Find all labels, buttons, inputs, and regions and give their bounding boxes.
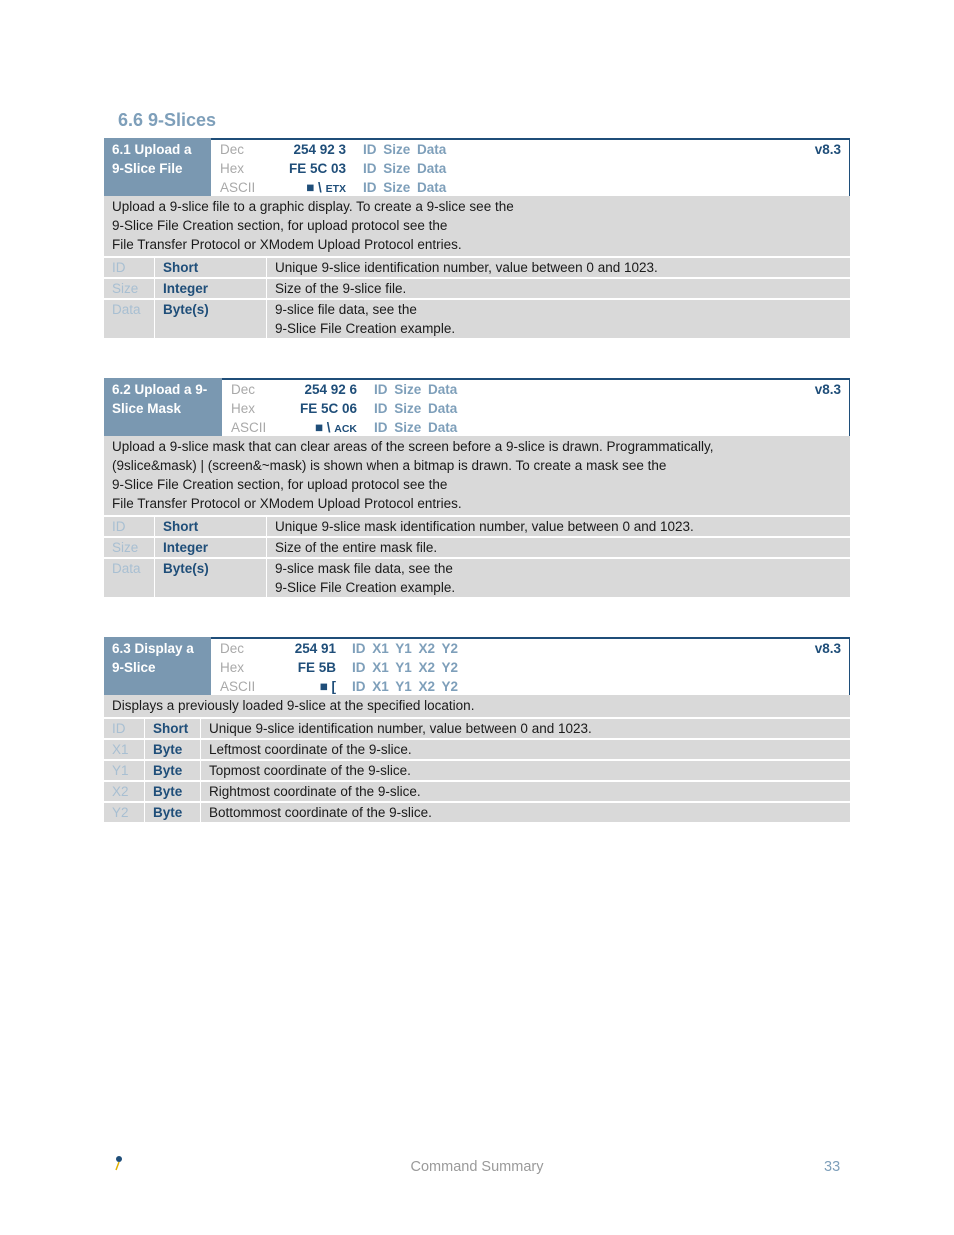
dec-label: Dec — [220, 641, 245, 656]
table-row: ID Short Unique 9-slice mask identification number, value between 0 and 1023. — [104, 517, 850, 538]
dec-value: 254 92 3 — [293, 142, 346, 157]
table-row: ID Short Unique 9-slice identification number, value between 0 and 1023. — [104, 258, 850, 279]
command-description: Displays a previously loaded 9-slice at the specified location. — [104, 695, 850, 719]
hex-value: FE 5C 03 — [288, 161, 346, 176]
footer-section-name: Command Summary — [410, 1159, 544, 1175]
table-row: Size Integer Size of the 9-slice file. — [104, 279, 850, 300]
dec-params: ID Size Data — [374, 382, 458, 397]
table-row: Data Byte(s) 9-slice file data, see the 9-Slice File Creation example. — [104, 300, 850, 338]
table-row: Data Byte(s) 9-slice mask file data, see the 9-Slice File Creation example. — [104, 559, 850, 597]
table-row: X1 Byte Leftmost coordinate of the 9-slice. — [104, 740, 850, 761]
parameter-table — [104, 719, 850, 822]
hex-params: ID X1 Y1 X2 Y2 — [352, 660, 459, 675]
version-badge: v8.3 — [814, 641, 841, 656]
hex-params: ID Size Data — [363, 161, 447, 176]
ascii-value: ■ \ ETX — [306, 180, 346, 195]
dec-label: Dec — [231, 382, 256, 397]
hex-value: FE 5B — [297, 660, 336, 675]
hex-label: Hex — [231, 401, 256, 416]
command-block-upload-9slice-mask — [104, 378, 850, 597]
ascii-label: ASCII — [231, 420, 267, 435]
ascii-value: ■ \ ACK — [314, 420, 357, 435]
hex-label: Hex — [220, 660, 245, 675]
ascii-params: ID Size Data — [363, 180, 447, 195]
command-codes — [222, 378, 850, 436]
command-name: 6.2 Upload a 9- Slice Mask — [104, 378, 222, 436]
ascii-value: ■ [ — [319, 679, 336, 694]
command-name: 6.3 Display a 9-Slice — [104, 637, 211, 695]
command-codes — [211, 637, 850, 695]
hex-label: Hex — [220, 161, 245, 176]
command-codes — [211, 138, 850, 196]
parameter-table — [104, 258, 850, 338]
command-description: Upload a 9-slice file to a graphic display. To create a 9-slice see the 9-Slice File Creation section, for upload protocol see the File Transfer Protocol or XModem Upload Protocol entries. — [104, 196, 850, 258]
table-row: X2 Byte Rightmost coordinate of the 9-slice. — [104, 782, 850, 803]
page-number: 33 — [824, 1159, 841, 1175]
ascii-label: ASCII — [220, 180, 256, 195]
hex-params: ID Size Data — [374, 401, 458, 416]
section-title: 6.6 9-Slices — [118, 110, 217, 130]
command-block-display-9slice — [104, 637, 850, 822]
ascii-params: ID X1 Y1 X2 Y2 — [352, 679, 459, 694]
dec-label: Dec — [220, 142, 245, 157]
table-row: ID Short Unique 9-slice identification number, value between 0 and 1023. — [104, 719, 850, 740]
command-description: Upload a 9-slice mask that can clear areas of the screen before a 9-slice is drawn. Programmatically, (9slice&mask) | (screen&~mask) is shown when a bitmap is drawn. To create a mask see the 9-Slice File Creation section, for upload protocol see the File Transfer Protocol or XModem Upload Protocol entries. — [104, 436, 850, 517]
hex-value: FE 5C 06 — [299, 401, 357, 416]
ascii-label: ASCII — [220, 679, 256, 694]
version-badge: v8.3 — [814, 382, 841, 397]
parameter-table — [104, 517, 850, 597]
command-name: 6.1 Upload a 9-Slice File — [104, 138, 211, 196]
dec-params: ID Size Data — [363, 142, 447, 157]
dec-params: ID X1 Y1 X2 Y2 — [352, 641, 459, 656]
table-row: Y2 Byte Bottommost coordinate of the 9-slice. — [104, 803, 850, 822]
ascii-params: ID Size Data — [374, 420, 458, 435]
dec-value: 254 92 6 — [304, 382, 357, 397]
table-row: Size Integer Size of the entire mask file. — [104, 538, 850, 559]
dec-value: 254 91 — [294, 641, 336, 656]
command-block-upload-9slice-file — [104, 138, 850, 338]
version-badge: v8.3 — [814, 142, 841, 157]
table-row: Y1 Byte Topmost coordinate of the 9-slice. — [104, 761, 850, 782]
